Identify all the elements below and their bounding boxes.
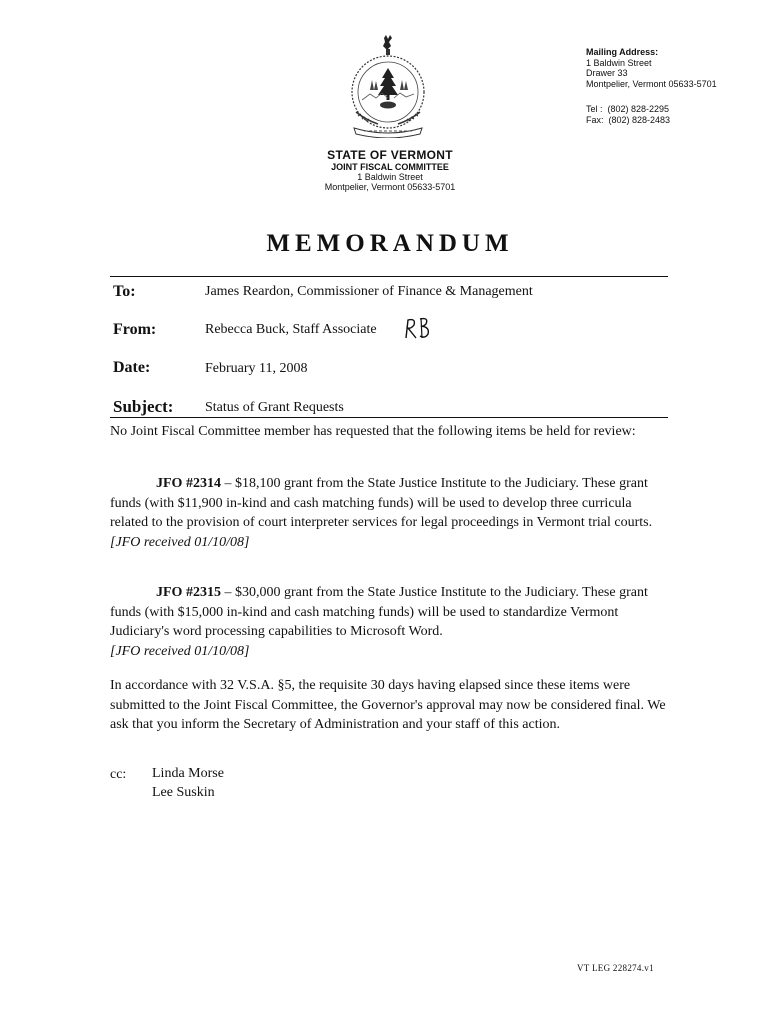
memo-title: MEMORANDUM [266,230,514,257]
vermont-state-seal-icon [340,34,436,138]
intro-paragraph: No Joint Fiscal Committee member has requested that the following items be held for review: [110,424,636,439]
committee-name: JOINT FISCAL COMMITTEE [331,162,449,172]
to-label: To: [113,283,136,300]
contact-block [586,104,670,125]
phone-number: Tel : (802) 828-2295 [586,104,670,114]
to-value: James Reardon, Commissioner of Finance & Management [205,284,533,299]
mailing-address-title: Mailing Address: [586,47,659,57]
cc-recipient: Lee Suskin [152,785,215,800]
handwritten-initials-icon [402,314,442,344]
grant-id: JFO #2315 [156,585,221,600]
committee-street: 1 Baldwin Street [357,172,423,182]
mailing-street: 1 Baldwin Street [586,57,652,68]
from-label: From: [113,321,157,338]
received-date: [JFO received 01/10/08] [110,534,250,550]
fax-number: Fax: (802) 828-2483 [586,114,671,125]
date-value: February 11, 2008 [205,361,308,376]
state-name: STATE OF VERMONT [327,148,453,162]
cc-label: cc: [110,767,127,782]
grant-description: – $18,100 grant from the State Justice Institute to the Judiciary. These grant funds (with $11,900 in-kind and cash matching funds) will be used to develop three curricula related to the provision of court interpreter services for legal proceedings in Vermont trial courts. [110,476,653,530]
grant-item-2314 [110,474,670,552]
grant-item-2315 [110,583,670,661]
mailing-city: Montpelier, Vermont 05633-5701 [586,78,717,89]
received-date: [JFO received 01/10/08] [110,643,250,659]
grant-description: – $30,000 grant from the State Justice Institute to the Judiciary. These grant funds (with $15,000 in-kind and cash matching funds) will be used to standardize Vermont Judiciary's word processing capabilities to Microsoft Word. [110,585,648,639]
grant-id: JFO #2314 [156,476,221,491]
letterhead [290,148,490,192]
header-divider-bottom [110,417,668,418]
from-value: Rebecca Buck, Staff Associate [205,322,377,337]
mailing-address-block [586,47,717,89]
subject-value: Status of Grant Requests [205,400,344,415]
closing-paragraph: In accordance with 32 V.S.A. §5, the requisite 30 days having elapsed since these items were submitted to the Joint Fiscal Committee, the Governor's approval may now be considered final. We ask that you inform the Secretary of Administration and your staff of this action. [110,678,666,732]
document-code: VT LEG 228274.v1 [577,963,654,973]
header-divider-top [110,276,668,277]
cc-recipient: Linda Morse [152,766,224,781]
date-label: Date: [113,359,151,376]
committee-city: Montpelier, Vermont 05633-5701 [324,182,456,192]
subject-label: Subject: [113,397,174,416]
mailing-drawer: Drawer 33 [586,68,628,78]
